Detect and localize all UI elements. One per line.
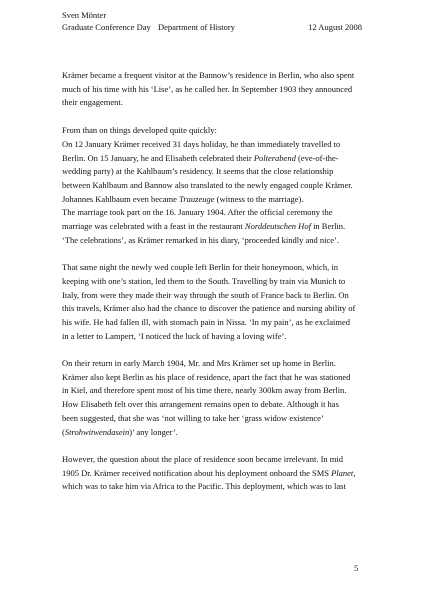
header-event: Graduate Conference Day bbox=[62, 22, 151, 32]
text-run: Berlin. On 15 January, he and Elisabeth celebrated their bbox=[62, 152, 254, 163]
text-run: keeping with one’s station, led them to the South. Travelling by train via Munich to bbox=[62, 275, 346, 286]
text-line bbox=[62, 275, 364, 289]
text-line bbox=[62, 316, 364, 330]
header-date: 12 August 2008 bbox=[308, 22, 362, 32]
text-line bbox=[62, 124, 364, 138]
document-body bbox=[62, 69, 364, 508]
text-run: Johannes Kahlbaum even became bbox=[62, 193, 180, 204]
text-run: between Kahlbaum and Bannow also translated to the newly engaged couple Krämer. bbox=[62, 179, 353, 190]
body-paragraph bbox=[62, 124, 364, 247]
text-line bbox=[62, 234, 364, 248]
text-run: )’ any longer’. bbox=[129, 426, 178, 437]
text-run: , bbox=[353, 467, 356, 478]
text-run: 1905 Dr. Krämer received notification about his deployment onboard the SMS bbox=[62, 467, 332, 478]
text-run: been suggested, that she was ‘not willing to take her ‘grass widow existence’ bbox=[62, 412, 324, 423]
text-line bbox=[62, 193, 364, 207]
text-run: On their return in early March 1904, Mr. and Mrs Krämer set up home in Berlin. bbox=[62, 358, 336, 369]
text-run: much of his time with his ‘Lise’, as he called her. In September 1903 they announced bbox=[62, 83, 353, 94]
text-run: That same night the newly wed couple left Berlin for their honeymoon, which, in bbox=[62, 262, 338, 273]
text-run: (witness to the marriage). bbox=[214, 193, 304, 204]
header-department: Department of History bbox=[158, 22, 235, 32]
text-run: How Elisabeth felt over this arrangement remains open to debate. Although it has bbox=[62, 399, 339, 410]
text-line bbox=[62, 69, 364, 83]
text-run: The marriage took part on the 16. January 1904. After the official ceremony the bbox=[62, 207, 333, 218]
text-run: On 12 January Krämer received 31 days holiday, he than immediately travelled to bbox=[62, 138, 341, 149]
text-run: Krämer also kept Berlin as his place of residence, apart the fact that he was stationed bbox=[62, 371, 351, 382]
text-line bbox=[62, 96, 364, 110]
text-run: wedding party) at the Kahlbaum’s residency. It seems that the close relationship bbox=[62, 166, 334, 177]
text-run: marriage was celebrated with a feast in the restaurant bbox=[62, 221, 245, 232]
italic-term: Strohwitwendasein bbox=[64, 426, 130, 437]
text-line bbox=[62, 371, 364, 385]
text-run: in Berlin. bbox=[310, 221, 346, 232]
italic-term: Polterabend bbox=[253, 152, 296, 163]
text-run: Italy, from were they made their way through the south of France back to Berlin. On bbox=[62, 289, 349, 300]
text-run: However, the question about the place of residence soon became irrelevant. In mid bbox=[62, 453, 343, 464]
text-run: in Kiel, and therefore spent most of his time there, nearly 300km away from Berlin. bbox=[62, 385, 347, 396]
header-author: Sven Mönter bbox=[62, 10, 107, 20]
body-paragraph bbox=[62, 357, 364, 439]
text-line bbox=[62, 384, 364, 398]
text-line bbox=[62, 261, 364, 275]
text-line bbox=[62, 206, 364, 220]
text-line bbox=[62, 453, 364, 467]
text-run: From than on things developed quite quickly: bbox=[62, 125, 217, 136]
text-line bbox=[62, 412, 364, 426]
italic-term: Trauzeuge bbox=[179, 193, 215, 204]
text-line bbox=[62, 357, 364, 371]
page-number: 5 bbox=[354, 563, 359, 573]
text-line bbox=[62, 165, 364, 179]
text-line bbox=[62, 480, 364, 494]
italic-term: Planet bbox=[331, 467, 354, 478]
text-run: ( bbox=[62, 426, 65, 437]
text-run: which was to take him via Africa to the Pacific. This deployment, which was to last bbox=[62, 481, 346, 492]
text-line bbox=[62, 152, 364, 166]
body-paragraph bbox=[62, 69, 364, 110]
text-line bbox=[62, 179, 364, 193]
text-run: ‘The celebrations’, as Krämer remarked in his diary, ‘proceeded kindly and nice’. bbox=[62, 234, 339, 245]
body-paragraph bbox=[62, 261, 364, 343]
text-line bbox=[62, 467, 364, 481]
text-line bbox=[62, 138, 364, 152]
text-run: (eve-of-the- bbox=[295, 152, 339, 163]
text-line bbox=[62, 426, 364, 440]
italic-term: Norddeutschen Hof bbox=[244, 221, 311, 232]
text-line bbox=[62, 289, 364, 303]
text-line bbox=[62, 398, 364, 412]
text-line bbox=[62, 220, 364, 234]
body-paragraph bbox=[62, 453, 364, 494]
text-run: his wife. He had fallen ill, with stomach pain in Nissa. ‘In my pain’, as he exclaimed bbox=[62, 316, 350, 327]
text-run: this travels, Krämer also had the chance to discover the patience and nursing ability of bbox=[62, 303, 356, 314]
text-run: Krämer became a frequent visitor at the Bannow’s residence in Berlin, who also spent bbox=[62, 70, 355, 80]
text-line bbox=[62, 302, 364, 316]
text-run: in a letter to Lampert, ‘I noticed the luck of having a loving wife’. bbox=[62, 330, 287, 341]
text-line bbox=[62, 83, 364, 97]
text-run: their engagement. bbox=[62, 97, 123, 108]
text-line bbox=[62, 330, 364, 344]
